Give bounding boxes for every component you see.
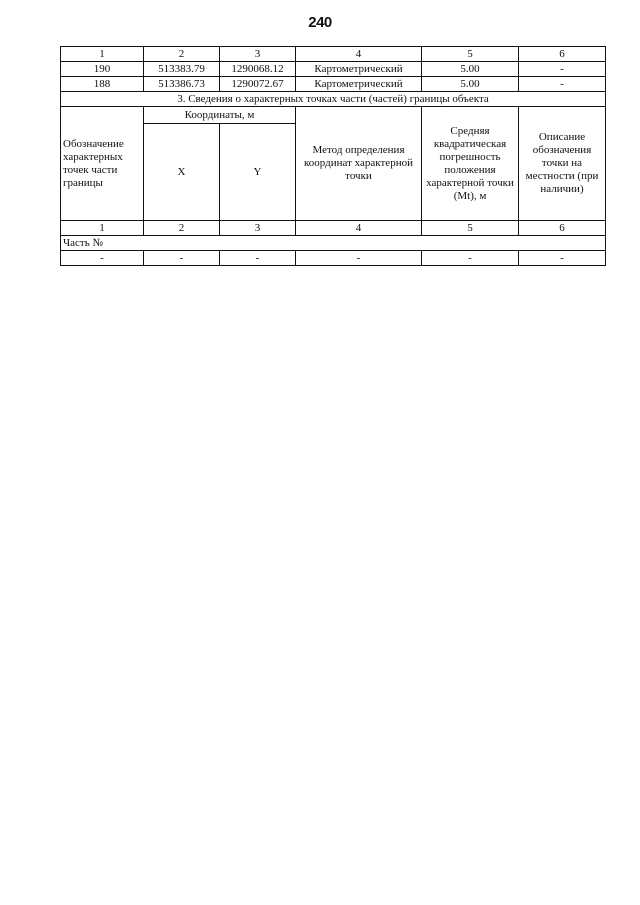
section-title: 3. Сведения о характерных точках части (частей) границы объекта [61,92,606,107]
error-header: Средняя квадратическая погрешность положения характерной точки (Mt), м [422,107,519,221]
section-header-row [61,107,606,124]
y-header: Y [220,124,296,221]
part-label: Часть № [61,236,606,251]
column-number-cell: 1 [61,221,144,236]
x-coordinate-cell: 513386.73 [144,77,220,92]
designation-header: Обозначение характерных точек части границы [61,107,144,221]
column-number-cell: 3 [220,221,296,236]
empty-cell: - [296,251,422,266]
section-title-row [61,92,606,107]
column-number-cell: 6 [519,221,606,236]
column-number-cell: 4 [296,47,422,62]
column-number-cell: 5 [422,221,519,236]
table-header-row [61,47,606,62]
method-cell: Картометрический [296,77,422,92]
column-number-cell: 2 [144,221,220,236]
point-number-cell: 188 [61,77,144,92]
column-number-cell: 5 [422,47,519,62]
column-number-cell: 4 [296,221,422,236]
x-coordinate-cell: 513383.79 [144,62,220,77]
error-cell: 5.00 [422,62,519,77]
column-number-cell: 1 [61,47,144,62]
page-number: 240 [308,14,332,31]
y-coordinate-cell: 1290072.67 [220,77,296,92]
point-number-cell: 190 [61,62,144,77]
y-coordinate-cell: 1290068.12 [220,62,296,77]
empty-cell: - [144,251,220,266]
boundary-points-table [60,46,606,266]
table-row [61,251,606,266]
column-number-cell: 3 [220,47,296,62]
column-number-cell: 6 [519,47,606,62]
column-number-cell: 2 [144,47,220,62]
description-cell: - [519,62,606,77]
error-cell: 5.00 [422,77,519,92]
coordinates-header: Координаты, м [144,107,296,124]
part-label-row [61,236,606,251]
empty-cell: - [519,251,606,266]
table-row [61,62,606,77]
method-cell: Картометрический [296,62,422,77]
empty-cell: - [220,251,296,266]
table-row [61,77,606,92]
description-header: Описание обозначения точки на местности (при наличии) [519,107,606,221]
method-header: Метод определения координат характерной точки [296,107,422,221]
x-header: X [144,124,220,221]
empty-cell: - [422,251,519,266]
empty-cell: - [61,251,144,266]
description-cell: - [519,77,606,92]
column-numbers-row [61,221,606,236]
